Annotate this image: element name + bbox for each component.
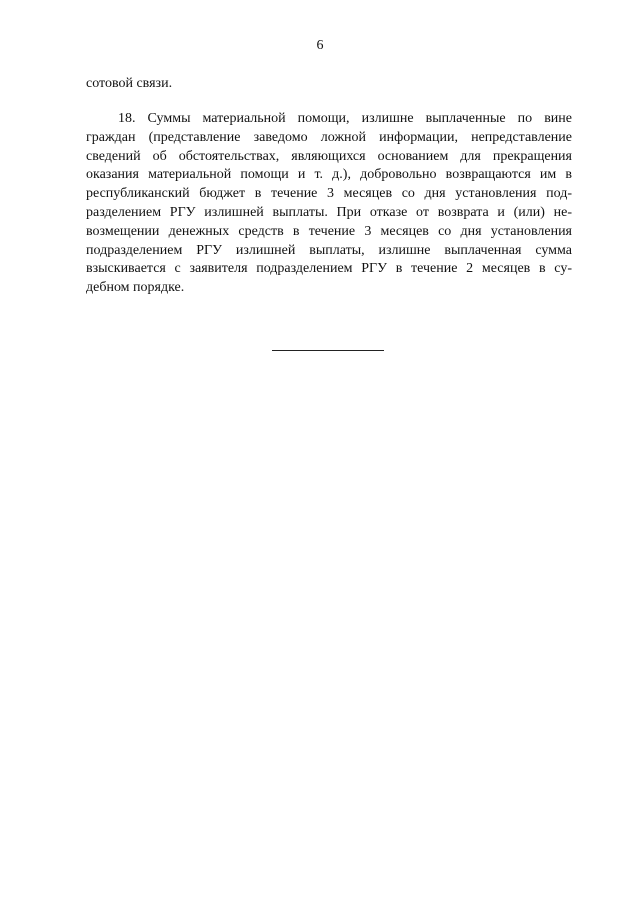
paragraph-line: дебном порядке.	[86, 280, 185, 296]
paragraph-line: республиканский бюджет в течение 3 месяцев со дня установления под-	[86, 186, 572, 202]
paragraph-line: граждан (представление заведомо ложной информации, непредставление	[86, 129, 572, 145]
paragraph-line: подразделением РГУ излишней выплаты, излишне выплаченная сумма	[86, 242, 572, 258]
separator-line	[272, 350, 384, 351]
page-number: 6	[316, 38, 324, 53]
continuation-text-block	[86, 75, 572, 94]
continuation-line: сотовой связи.	[86, 76, 173, 91]
paragraph-line: взыскивается с заявителя подразделением РГУ в течение 2 месяцев в су-	[86, 261, 572, 277]
paragraph-line: возмещении денежных средств в течение 3 месяцев со дня установления	[86, 223, 572, 239]
paragraph-line: оказания материальной помощи и т. д.), добровольно возвращаются им в	[86, 167, 572, 183]
paragraph-line: разделением РГУ излишней выплаты. При отказе от возврата и (или) не-	[86, 204, 572, 220]
paragraph-line: 18. Суммы материальной помощи, излишне выплаченные по вине	[118, 111, 572, 126]
paragraph-18	[86, 110, 572, 298]
paragraph-line: сведений об обстоятельствах, являющихся основанием для прекращения	[86, 148, 572, 164]
